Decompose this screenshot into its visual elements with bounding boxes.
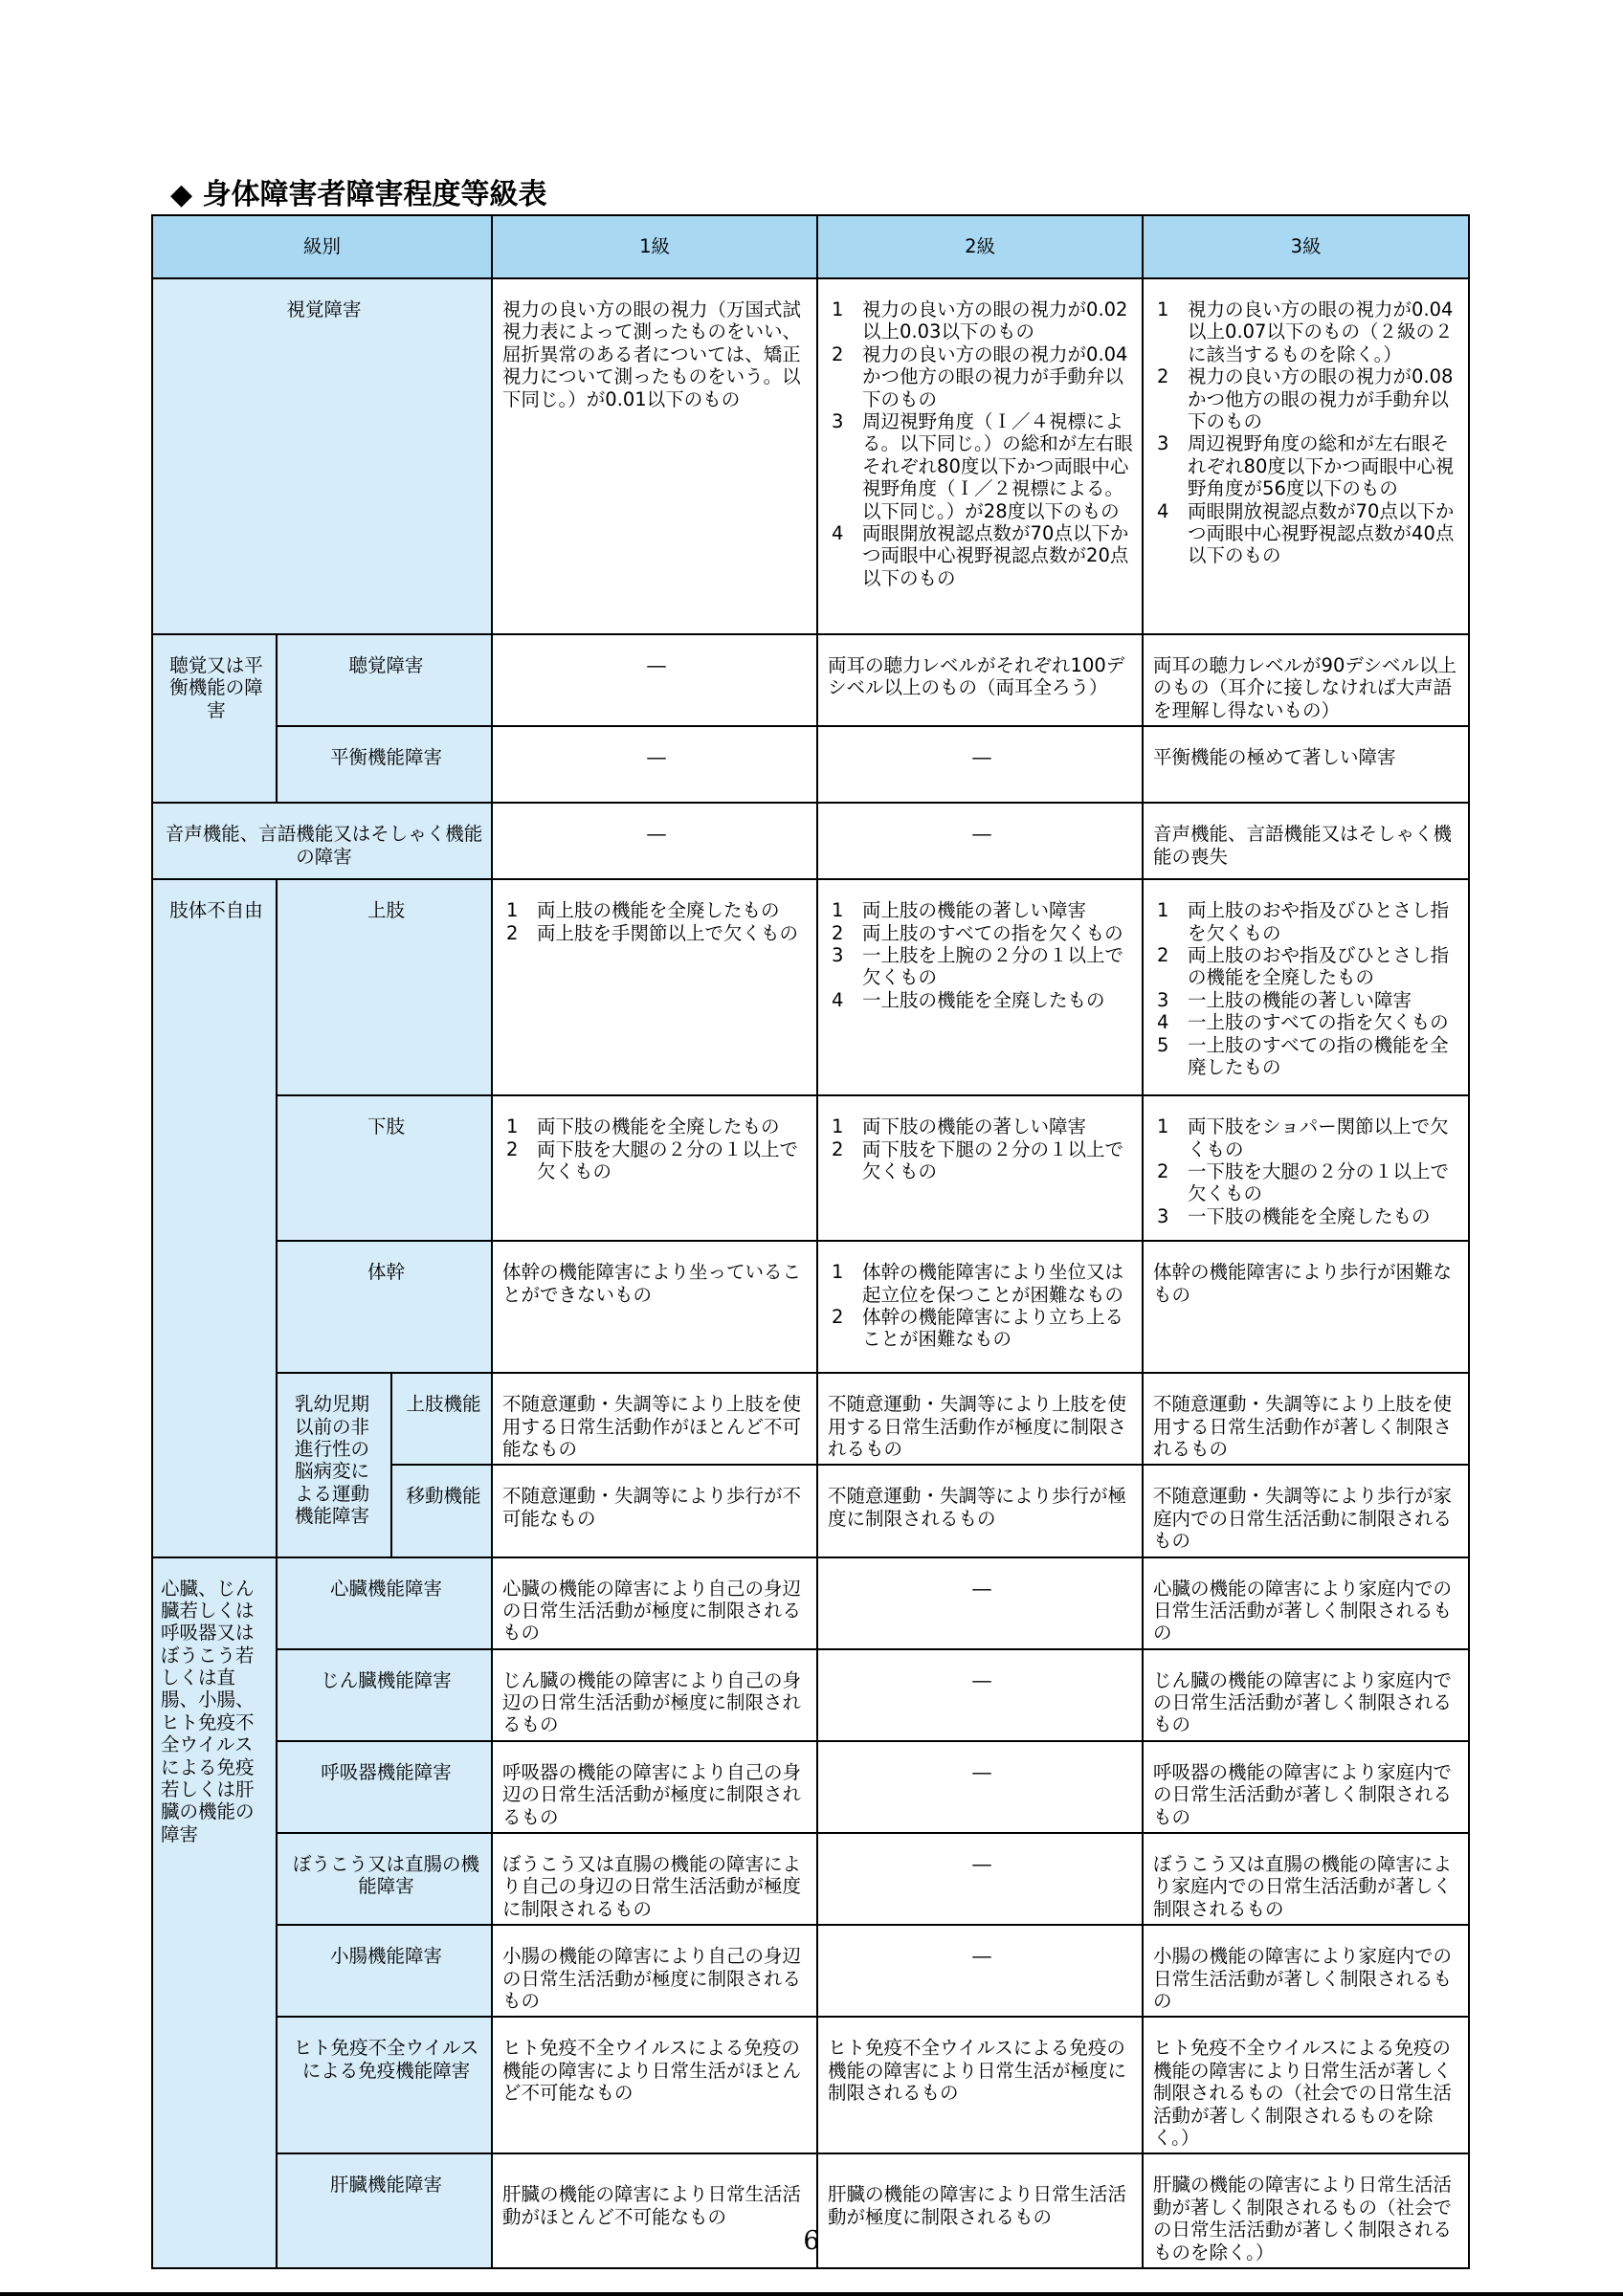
bladder-grade-2: ― xyxy=(817,1833,1143,1925)
infant-upper-grade-1: 不随意運動・失調等により上肢を使用する日常生活動作がほとんど不可能なもの xyxy=(492,1373,817,1465)
heart-grade-3: 心臓の機能の障害により家庭内での日常生活活動が著しく制限されるもの xyxy=(1143,1557,1469,1649)
hearing-grade-2: 両耳の聴力レベルがそれぞれ100デシベル以上のもの（両耳全ろう） xyxy=(817,634,1143,726)
list-item: 2 一下肢を大腿の２分の１以上で欠くもの xyxy=(1157,1159,1450,1205)
row-label-speech: 音声機能、言語機能又はそしゃく機能の障害 xyxy=(152,803,492,879)
infant-upper-grade-3: 不随意運動・失調等により上肢を使用する日常生活動作が著しく制限されるもの xyxy=(1143,1373,1469,1465)
intestine-grade-3: 小腸の機能の障害により家庭内での日常生活活動が著しく制限されるもの xyxy=(1143,1925,1469,2017)
respiratory-grade-2: ― xyxy=(817,1741,1143,1833)
hiv-grade-1: ヒト免疫不全ウイルスによる免疫の機能の障害により日常生活がほとんど不可能なもの xyxy=(492,2017,817,2153)
trunk-grade-2 xyxy=(817,1241,1143,1373)
vision-grade-2 xyxy=(817,278,1143,634)
row-label-heart: 心臓機能障害 xyxy=(277,1557,492,1649)
numbered-list xyxy=(828,1115,1136,1182)
list-item: 2 両上肢を手関節以上で欠くもの xyxy=(506,921,799,944)
balance-grade-3: 平衡機能の極めて著しい障害 xyxy=(1143,726,1469,803)
list-item: 4 一上肢のすべての指を欠くもの xyxy=(1157,1011,1449,1034)
numbered-list xyxy=(828,1261,1136,1351)
list-item: 4 両眼開放視認点数が70点以下かつ両眼中心視野視認点数が20点以下のもの xyxy=(832,521,1129,589)
lower-limb-grade-3 xyxy=(1143,1095,1469,1241)
table-row xyxy=(152,879,1469,1095)
list-item: 1 両下肢をショパー関節以上で欠くもの xyxy=(1157,1115,1449,1160)
lower-limb-grade-1 xyxy=(492,1095,817,1241)
list-item: 3 一下肢の機能を全廃したもの xyxy=(1157,1204,1431,1227)
table-row xyxy=(152,278,1469,634)
group-label-limb: 肢体不自由 xyxy=(152,879,277,1556)
row-label-vision: 視覚障害 xyxy=(152,278,492,634)
list-item: 2 視力の良い方の眼の視力が0.08かつ他方の眼の視力が手動弁以下のもの xyxy=(1157,365,1454,432)
speech-grade-2: ― xyxy=(817,803,1143,879)
row-label-infant-upper: 上肢機能 xyxy=(391,1373,492,1465)
numbered-list xyxy=(502,899,811,944)
trunk-grade-1: 体幹の機能障害により坐っていることができないもの xyxy=(492,1241,817,1373)
table-row xyxy=(152,1833,1469,1925)
table-row xyxy=(152,1373,1469,1465)
kidney-grade-2: ― xyxy=(817,1649,1143,1741)
row-label-infant-mobility: 移動機能 xyxy=(391,1465,492,1556)
liver-grade-1: 肝臓の機能の障害により日常生活活動がほとんど不可能なもの xyxy=(492,2153,817,2268)
vision-grade-3 xyxy=(1143,278,1469,634)
numbered-list xyxy=(828,298,1136,589)
lower-limb-grade-2 xyxy=(817,1095,1143,1241)
table-header-row xyxy=(152,215,1469,278)
row-label-upper-limb: 上肢 xyxy=(277,879,492,1095)
numbered-list xyxy=(1153,298,1462,567)
table-row xyxy=(152,1557,1469,1649)
speech-grade-1: ― xyxy=(492,803,817,879)
kidney-grade-1: じん臓の機能の障害により自己の身辺の日常生活活動が極度に制限されるもの xyxy=(492,1649,817,1741)
row-label-infant-cerebral: 乳幼児期以前の非進行性の脳病変による運動機能障害 xyxy=(277,1373,391,1556)
header-grade-3: 3級 xyxy=(1143,215,1469,278)
kidney-grade-3: じん臓の機能の障害により家庭内での日常生活活動が著しく制限されるもの xyxy=(1143,1649,1469,1741)
heart-grade-1: 心臓の機能の障害により自己の身辺の日常生活活動が極度に制限されるもの xyxy=(492,1557,817,1649)
trunk-grade-3: 体幹の機能障害により歩行が困難なもの xyxy=(1143,1241,1469,1373)
respiratory-grade-3: 呼吸器の機能の障害により家庭内での日常生活活動が著しく制限されるもの xyxy=(1143,1741,1469,1833)
list-item: 4 一上肢の機能を全廃したもの xyxy=(832,988,1105,1011)
row-label-trunk: 体幹 xyxy=(277,1241,492,1373)
upper-limb-grade-1 xyxy=(492,879,817,1095)
header-grade-1: 1級 xyxy=(492,215,817,278)
list-item: 5 一上肢のすべての指の機能を全廃したもの xyxy=(1157,1033,1449,1078)
list-item: 2 視力の良い方の眼の視力が0.04かつ他方の眼の視力が手動弁以下のもの xyxy=(832,342,1128,410)
list-item: 3 周辺視野角度（Ｉ／４視標による。以下同じ。）の総和が左右眼それぞれ80度以下かつ両眼中心視野角度（Ｉ／２視標による。以下同じ。）が28度以下のもの xyxy=(832,409,1133,522)
vision-grade-1: 視力の良い方の眼の視力（万国式試視力表によって測ったものをいい、屈折異常のある者については、矯正視力について測ったものをいう。以下同じ。）が0.01以下のもの xyxy=(492,278,817,634)
header-class: 級別 xyxy=(152,215,492,278)
list-item: 1 両上肢のおや指及びひとさし指を欠くもの xyxy=(1157,899,1450,944)
page-number: 6 xyxy=(803,2226,820,2256)
table-row xyxy=(152,1741,1469,1833)
upper-limb-grade-2 xyxy=(817,879,1143,1095)
table-row xyxy=(152,2017,1469,2153)
table-row xyxy=(152,726,1469,803)
upper-limb-grade-3 xyxy=(1143,879,1469,1095)
table-row xyxy=(152,1095,1469,1241)
header-grade-2: 2級 xyxy=(817,215,1143,278)
balance-grade-2: ― xyxy=(817,726,1143,803)
list-item: 1 両上肢の機能の著しい障害 xyxy=(832,899,1087,922)
list-item: 1 両上肢の機能を全廃したもの xyxy=(506,899,780,922)
group-label-internal: 心臓、じん臓若しくは呼吸器又はぼうこう若しくは直腸、小腸、ヒト免疫不全ウイルスによる免疫若しくは肝臓の機能の障害 xyxy=(152,1557,277,2269)
group-label-hearing-balance: 聴覚又は平衡機能の障害 xyxy=(152,634,277,803)
infant-mobility-grade-3: 不随意運動・失調等により歩行が家庭内での日常生活活動に制限されるもの xyxy=(1143,1465,1469,1556)
hiv-grade-3: ヒト免疫不全ウイルスによる免疫の機能の障害により日常生活が著しく制限されるもの（社会での日常生活活動が著しく制限されるものを除く。） xyxy=(1143,2017,1469,2153)
table-row xyxy=(152,634,1469,726)
list-item: 3 一上肢を上腕の２分の１以上で欠くもの xyxy=(832,943,1124,989)
list-item: 4 両眼開放視認点数が70点以下かつ両眼中心視野視認点数が40点以下のもの xyxy=(1157,499,1455,567)
table-row xyxy=(152,803,1469,879)
row-label-balance: 平衡機能障害 xyxy=(277,726,492,803)
list-item: 1 両下肢の機能の著しい障害 xyxy=(832,1115,1087,1138)
row-label-intestine: 小腸機能障害 xyxy=(277,1925,492,2017)
heart-grade-2: ― xyxy=(817,1557,1143,1649)
infant-mobility-grade-1: 不随意運動・失調等により歩行が不可能なもの xyxy=(492,1465,817,1556)
infant-mobility-grade-2: 不随意運動・失調等により歩行が極度に制限されるもの xyxy=(817,1465,1143,1556)
list-item: 2 両上肢のおや指及びひとさし指の機能を全廃したもの xyxy=(1157,943,1450,989)
row-label-bladder: ぼうこう又は直腸の機能障害 xyxy=(277,1833,492,1925)
intestine-grade-2: ― xyxy=(817,1925,1143,2017)
table-row xyxy=(152,1925,1469,2017)
list-item: 1 視力の良い方の眼の視力が0.04以上0.07以下のもの（２級の２に該当するものを除く。） xyxy=(1157,298,1454,365)
numbered-list xyxy=(1153,899,1462,1078)
page-title: ◆ 身体障害者障害程度等級表 xyxy=(170,178,547,211)
liver-grade-3: 肝臓の機能の障害により日常生活活動が著しく制限されるもの（社会での日常生活活動が著しく制限されるものを除く。） xyxy=(1143,2153,1469,2268)
list-item: 1 視力の良い方の眼の視力が0.02以上0.03以下のもの xyxy=(832,298,1128,343)
hearing-grade-1: ― xyxy=(492,634,817,726)
numbered-list xyxy=(502,1115,811,1182)
list-item: 2 両下肢を下腿の２分の１以上で欠くもの xyxy=(832,1137,1124,1182)
bladder-grade-3: ぼうこう又は直腸の機能の障害により家庭内での日常生活活動が著しく制限されるもの xyxy=(1143,1833,1469,1925)
row-label-kidney: じん臓機能障害 xyxy=(277,1649,492,1741)
list-item: 3 一上肢の機能の著しい障害 xyxy=(1157,988,1412,1011)
liver-grade-2: 肝臓の機能の障害により日常生活活動が極度に制限されるもの xyxy=(817,2153,1143,2268)
speech-grade-3: 音声機能、言語機能又はそしゃく機能の喪失 xyxy=(1143,803,1469,879)
row-label-liver: 肝臓機能障害 xyxy=(277,2153,492,2268)
table-row xyxy=(152,1649,1469,1741)
table-row xyxy=(152,1241,1469,1373)
intestine-grade-1: 小腸の機能の障害により自己の身辺の日常生活活動が極度に制限されるもの xyxy=(492,1925,817,2017)
list-item: 2 両下肢を大腿の２分の１以上で欠くもの xyxy=(506,1137,799,1182)
row-label-lower-limb: 下肢 xyxy=(277,1095,492,1241)
hearing-grade-3: 両耳の聴力レベルが90デシベル以上のもの（耳介に接しなければ大声語を理解し得ないもの） xyxy=(1143,634,1469,726)
infant-upper-grade-2: 不随意運動・失調等により上肢を使用する日常生活動作が極度に制限されるもの xyxy=(817,1373,1143,1465)
hiv-grade-2: ヒト免疫不全ウイルスによる免疫の機能の障害により日常生活が極度に制限されるもの xyxy=(817,2017,1143,2153)
row-label-respiratory: 呼吸器機能障害 xyxy=(277,1741,492,1833)
list-item: 1 両下肢の機能を全廃したもの xyxy=(506,1115,780,1138)
respiratory-grade-1: 呼吸器の機能の障害により自己の身辺の日常生活活動が極度に制限されるもの xyxy=(492,1741,817,1833)
bottom-rule xyxy=(0,2292,1623,2296)
list-item: 1 体幹の機能障害により坐位又は起立位を保つことが困難なもの xyxy=(832,1261,1124,1306)
row-label-hearing: 聴覚障害 xyxy=(277,634,492,726)
list-item: 2 体幹の機能障害により立ち上ることが困難なもの xyxy=(832,1305,1124,1351)
row-label-hiv: ヒト免疫不全ウイルスによる免疫機能障害 xyxy=(277,2017,492,2153)
numbered-list xyxy=(1153,1115,1462,1227)
balance-grade-1: ― xyxy=(492,726,817,803)
disability-grade-table xyxy=(151,214,1470,2269)
numbered-list xyxy=(828,899,1136,1011)
bladder-grade-1: ぼうこう又は直腸の機能の障害により自己の身辺の日常生活活動が極度に制限されるもの xyxy=(492,1833,817,1925)
list-item: 3 周辺視野角度の総和が左右眼それぞれ80度以下かつ両眼中心視野角度が56度以下のもの xyxy=(1157,432,1455,500)
list-item: 2 両上肢のすべての指を欠くもの xyxy=(832,921,1123,944)
